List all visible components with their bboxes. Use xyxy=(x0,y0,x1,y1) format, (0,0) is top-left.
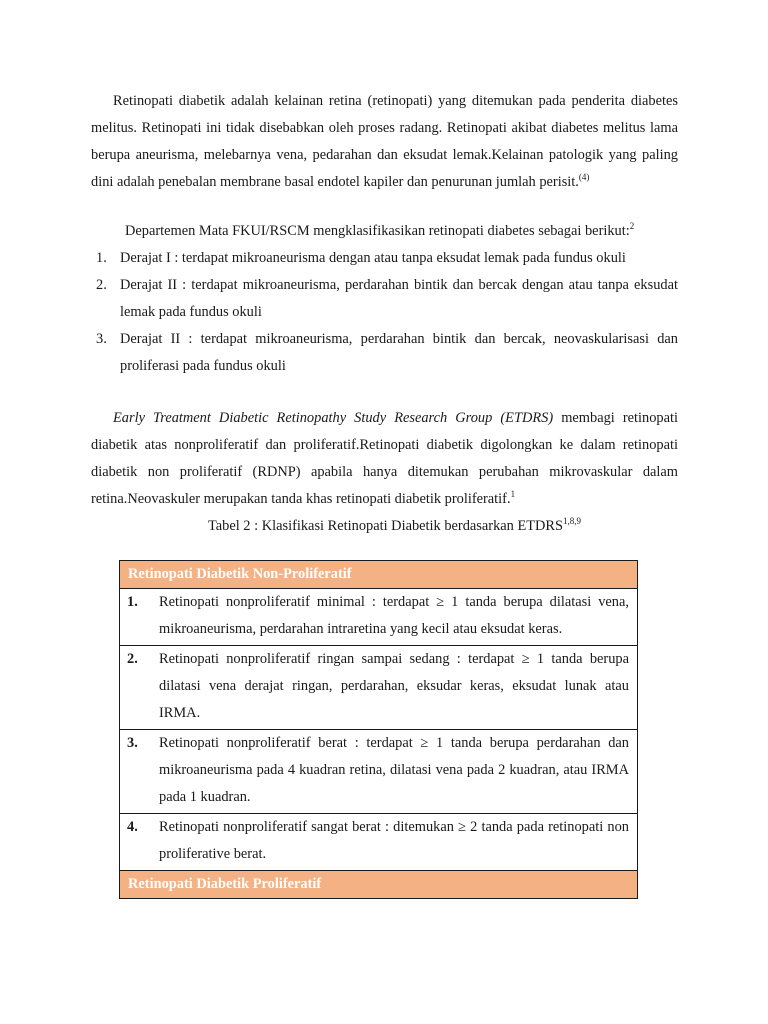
table-row-text: Retinopati nonproliferatif minimal : terdapat ≥ 1 tanda berupa dilatasi vena, mikroaneurisma, perdarahan intraretina yang kecil atau eksudat keras. xyxy=(157,589,638,646)
table-row-text: Retinopati nonproliferatif sangat berat : ditemukan ≥ 2 tanda pada retinopati non proliferative berat. xyxy=(157,814,638,871)
proliferative-header: Retinopati Diabetik Proliferatif xyxy=(120,871,638,899)
etdrs-reference: 1 xyxy=(510,489,516,499)
document-body xyxy=(91,88,678,540)
table-row-text: Retinopati nonproliferatif berat : terdapat ≥ 1 tanda berupa perdarahan dan mikroaneurisma pada 4 kuadran retina, dilatasi vena pada 2 kuadran, atau IRMA pada 1 kuadran. xyxy=(157,730,638,814)
table-row-number: 3. xyxy=(120,730,158,814)
table-row xyxy=(120,814,638,871)
fkui-classification-list xyxy=(91,245,678,380)
list-item-text: Derajat II : terdapat mikroaneurisma, perdarahan bintik dan bercak dengan atau tanpa eksudat lemak pada fundus okuli xyxy=(120,277,678,320)
table-row xyxy=(120,589,638,646)
table-caption-text: Tabel 2 : Klasifikasi Retinopati Diabetik berdasarkan ETDRS xyxy=(207,518,564,534)
fkui-heading-text: Departemen Mata FKUI/RSCM mengklasifikasikan retinopati diabetes sebagai berikut: xyxy=(125,223,630,239)
list-item xyxy=(91,272,678,326)
table-row-number: 2. xyxy=(120,646,158,730)
etdrs-italic-name: Early Treatment Diabetic Retinopathy Study Research Group (ETDRS) xyxy=(113,410,554,426)
etdrs-paragraph xyxy=(91,405,678,513)
table-header-row xyxy=(120,871,638,899)
intro-reference: (4) xyxy=(578,172,590,182)
list-item-number: 3. xyxy=(96,331,107,347)
table-row-text: Retinopati nonproliferatif ringan sampai sedang : terdapat ≥ 1 tanda berupa dilatasi vena derajat ringan, perdarahan, eksudar keras, eksudat lunak atau IRMA. xyxy=(157,646,638,730)
list-item-text: Derajat II : terdapat mikroaneurisma, perdarahan bintik dan bercak, neovaskularisasi dan proliferasi pada fundus okuli xyxy=(120,331,678,374)
list-item-number: 1. xyxy=(96,250,107,266)
table-row-number: 4. xyxy=(120,814,158,871)
fkui-heading xyxy=(91,218,678,245)
table-row xyxy=(120,730,638,814)
list-item-number: 2. xyxy=(96,277,107,293)
table-caption xyxy=(91,513,678,540)
intro-paragraph xyxy=(91,88,678,196)
table-row xyxy=(120,646,638,730)
etdrs-text: membagi retinopati diabetik atas nonproliferatif dan proliferatif.Retinopati diabetik digolongkan ke dalam retinopati diabetik non proliferatif (RDNP) apabila hanya ditemukan perubahan mikrovaskular dalam retina.Neovaskuler merupakan tanda khas retinopati diabetik proliferatif. xyxy=(91,410,678,507)
list-item xyxy=(91,245,678,272)
fkui-reference: 2 xyxy=(629,221,635,231)
table-row-number: 1. xyxy=(120,589,158,646)
etdrs-classification-table xyxy=(119,560,638,899)
non-proliferative-header: Retinopati Diabetik Non-Proliferatif xyxy=(120,561,638,589)
list-item xyxy=(91,326,678,380)
intro-text: Retinopati diabetik adalah kelainan retina (retinopati) yang ditemukan pada penderita diabetes melitus. Retinopati ini tidak disebabkan oleh proses radang. Retinopati akibat diabetes melitus lama berupa aneurisma, melebarnya vena, pedarahan dan eksudat lemak.Kelainan patologik yang paling dini adalah penebalan membrane basal endotel kapiler dan penurunan jumlah perisit. xyxy=(91,93,678,190)
table-caption-reference: 1,8,9 xyxy=(563,516,582,526)
table-header-row xyxy=(120,561,638,589)
list-item-text: Derajat I : terdapat mikroaneurisma dengan atau tanpa eksudat lemak pada fundus okuli xyxy=(120,250,626,266)
